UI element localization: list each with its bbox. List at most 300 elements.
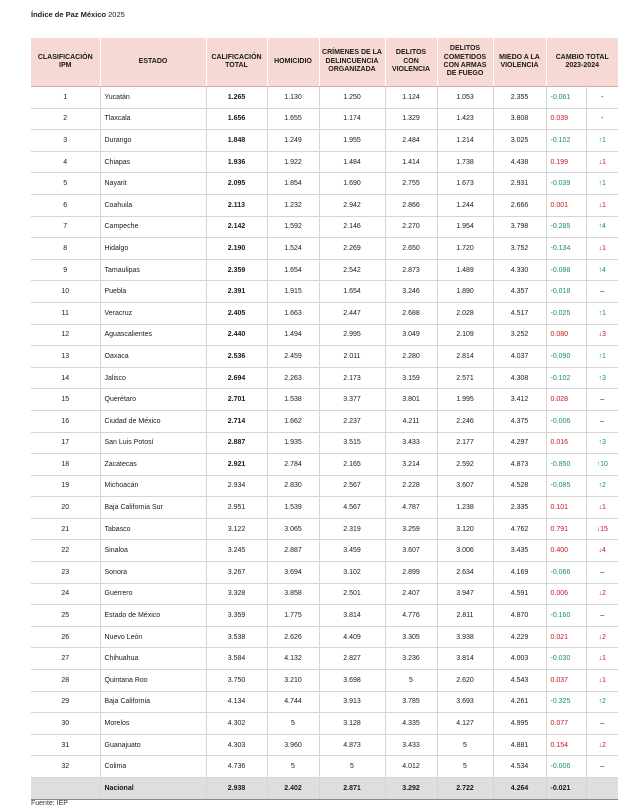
- homicide-cell: 1.249: [267, 130, 319, 152]
- firearms-crime-cell: 5: [437, 734, 493, 756]
- rank-change-indicator: ↓15: [586, 518, 618, 540]
- rank-cell: 27: [31, 648, 100, 670]
- table-row: [31, 605, 618, 627]
- change-cell: 0.006: [546, 583, 586, 605]
- table-header-row: [31, 38, 618, 87]
- organized-crime-cell: 4.409: [319, 626, 385, 648]
- table-row: [31, 432, 618, 454]
- table-row: [31, 367, 618, 389]
- national-row: [31, 778, 618, 800]
- violent-crime-cell: 2.866: [385, 194, 437, 216]
- homicide-cell: 1.663: [267, 302, 319, 324]
- table-row: [31, 324, 618, 346]
- national-change: -0.021: [546, 778, 586, 800]
- organized-crime-cell: 2.146: [319, 216, 385, 238]
- fear-cell: 4.762: [493, 518, 546, 540]
- state-cell: Querétaro: [100, 389, 206, 411]
- organized-crime-cell: 2.542: [319, 259, 385, 281]
- table-row: [31, 475, 618, 497]
- score-cell: 1.656: [206, 108, 267, 130]
- violent-crime-cell: 4.012: [385, 756, 437, 778]
- table-row: [31, 130, 618, 152]
- score-cell: 2.405: [206, 302, 267, 324]
- organized-crime-cell: 2.319: [319, 518, 385, 540]
- table-row: [31, 626, 618, 648]
- score-cell: 2.440: [206, 324, 267, 346]
- firearms-crime-cell: 1.720: [437, 238, 493, 260]
- score-cell: 2.701: [206, 389, 267, 411]
- rank-cell: 26: [31, 626, 100, 648]
- fear-cell: 4.870: [493, 605, 546, 627]
- rank-change-indicator: ↑1: [586, 346, 618, 368]
- fear-cell: 3.025: [493, 130, 546, 152]
- rank-change-indicator: ↓1: [586, 194, 618, 216]
- state-cell: Yucatán: [100, 87, 206, 109]
- firearms-crime-cell: 2.811: [437, 605, 493, 627]
- rank-change-indicator: -: [586, 108, 618, 130]
- organized-crime-cell: 2.237: [319, 410, 385, 432]
- rank-change-indicator: ↓1: [586, 670, 618, 692]
- fear-cell: 3.412: [493, 389, 546, 411]
- national-label: Nacional: [100, 778, 206, 800]
- table-row: [31, 454, 618, 476]
- fear-cell: 2.666: [493, 194, 546, 216]
- homicide-cell: 1.539: [267, 497, 319, 519]
- state-cell: Durango: [100, 130, 206, 152]
- rank-change-indicator: ↓1: [586, 648, 618, 670]
- change-cell: -0.088: [546, 259, 586, 281]
- national-firearms-crime: 2.722: [437, 778, 493, 800]
- fear-cell: 4.591: [493, 583, 546, 605]
- rank-change-indicator: ↑10: [586, 454, 618, 476]
- homicide-cell: 1.592: [267, 216, 319, 238]
- homicide-cell: 1.935: [267, 432, 319, 454]
- violent-crime-cell: 3.236: [385, 648, 437, 670]
- organized-crime-cell: 2.827: [319, 648, 385, 670]
- firearms-crime-cell: 3.006: [437, 540, 493, 562]
- fear-cell: 4.528: [493, 475, 546, 497]
- organized-crime-cell: 3.459: [319, 540, 385, 562]
- page-title: [31, 10, 125, 19]
- organized-crime-cell: 1.955: [319, 130, 385, 152]
- rank-cell: 18: [31, 454, 100, 476]
- rank-change-indicator: ↓3: [586, 324, 618, 346]
- fear-cell: 4.330: [493, 259, 546, 281]
- rank-cell: 30: [31, 713, 100, 735]
- rank-change-indicator: -: [586, 87, 618, 109]
- violent-crime-cell: 4.776: [385, 605, 437, 627]
- organized-crime-cell: 3.698: [319, 670, 385, 692]
- rank-change-indicator: ↑2: [586, 691, 618, 713]
- rank-change-indicator: –: [586, 713, 618, 735]
- change-cell: 0.016: [546, 432, 586, 454]
- change-cell: -0.006: [546, 756, 586, 778]
- table-row: [31, 151, 618, 173]
- rank-change-indicator: ↓4: [586, 540, 618, 562]
- violent-crime-cell: 3.214: [385, 454, 437, 476]
- rank-cell: 13: [31, 346, 100, 368]
- col-header-homicide: HOMICIDIO: [267, 38, 319, 87]
- state-cell: Campeche: [100, 216, 206, 238]
- violent-crime-cell: 3.785: [385, 691, 437, 713]
- state-cell: Coahuila: [100, 194, 206, 216]
- rank-cell: 23: [31, 562, 100, 584]
- state-cell: Aguascalientes: [100, 324, 206, 346]
- col-header-violent-crime: DELITOS CON VIOLENCIA: [385, 38, 437, 87]
- violent-crime-cell: 2.407: [385, 583, 437, 605]
- score-cell: 3.245: [206, 540, 267, 562]
- violent-crime-cell: 1.124: [385, 87, 437, 109]
- violent-crime-cell: 3.049: [385, 324, 437, 346]
- col-header-rank: CLASIFICACIÓN IPM: [31, 38, 100, 87]
- homicide-cell: 1.922: [267, 151, 319, 173]
- firearms-crime-cell: 3.120: [437, 518, 493, 540]
- rank-change-indicator: –: [586, 756, 618, 778]
- change-cell: 0.080: [546, 324, 586, 346]
- rank-cell: 6: [31, 194, 100, 216]
- violent-crime-cell: 4.787: [385, 497, 437, 519]
- fear-cell: 4.517: [493, 302, 546, 324]
- score-cell: 3.584: [206, 648, 267, 670]
- firearms-crime-cell: 2.620: [437, 670, 493, 692]
- homicide-cell: 1.775: [267, 605, 319, 627]
- change-cell: 0.037: [546, 670, 586, 692]
- homicide-cell: 1.662: [267, 410, 319, 432]
- table-row: [31, 756, 618, 778]
- rank-change-indicator: ↑1: [586, 302, 618, 324]
- change-cell: 0.400: [546, 540, 586, 562]
- rank-cell: 9: [31, 259, 100, 281]
- firearms-crime-cell: 2.109: [437, 324, 493, 346]
- organized-crime-cell: 3.377: [319, 389, 385, 411]
- violent-crime-cell: 2.484: [385, 130, 437, 152]
- rank-cell: 11: [31, 302, 100, 324]
- organized-crime-cell: 2.447: [319, 302, 385, 324]
- rank-change-indicator: ↑3: [586, 432, 618, 454]
- state-cell: Baja California Sur: [100, 497, 206, 519]
- organized-crime-cell: 3.102: [319, 562, 385, 584]
- fear-cell: 3.752: [493, 238, 546, 260]
- homicide-cell: 3.858: [267, 583, 319, 605]
- state-cell: Jalisco: [100, 367, 206, 389]
- violent-crime-cell: 3.801: [385, 389, 437, 411]
- fear-cell: 3.808: [493, 108, 546, 130]
- firearms-crime-cell: 1.244: [437, 194, 493, 216]
- change-cell: 0.101: [546, 497, 586, 519]
- change-cell: 0.039: [546, 108, 586, 130]
- fear-cell: 4.375: [493, 410, 546, 432]
- homicide-cell: 2.830: [267, 475, 319, 497]
- homicide-cell: 2.784: [267, 454, 319, 476]
- table-body: [31, 87, 618, 778]
- organized-crime-cell: 3.128: [319, 713, 385, 735]
- violent-crime-cell: 2.688: [385, 302, 437, 324]
- violent-crime-cell: 2.650: [385, 238, 437, 260]
- rank-change-indicator: ↓1: [586, 151, 618, 173]
- violent-crime-cell: 3.259: [385, 518, 437, 540]
- organized-crime-cell: 2.501: [319, 583, 385, 605]
- violent-crime-cell: 3.246: [385, 281, 437, 303]
- table-row: [31, 518, 618, 540]
- violent-crime-cell: 2.270: [385, 216, 437, 238]
- homicide-cell: 3.065: [267, 518, 319, 540]
- firearms-crime-cell: 1.890: [437, 281, 493, 303]
- national-homicide: 2.402: [267, 778, 319, 800]
- rank-cell: 29: [31, 691, 100, 713]
- table-row: [31, 194, 618, 216]
- organized-crime-cell: 3.913: [319, 691, 385, 713]
- fear-cell: 2.335: [493, 497, 546, 519]
- homicide-cell: 1.915: [267, 281, 319, 303]
- rank-cell: 5: [31, 173, 100, 195]
- firearms-crime-cell: 3.607: [437, 475, 493, 497]
- table-row: [31, 562, 618, 584]
- table-row: [31, 259, 618, 281]
- organized-crime-cell: 2.995: [319, 324, 385, 346]
- col-header-score: CALIFICACIÓN TOTAL: [206, 38, 267, 87]
- firearms-crime-cell: 5: [437, 756, 493, 778]
- state-cell: Puebla: [100, 281, 206, 303]
- score-cell: 1.265: [206, 87, 267, 109]
- organized-crime-cell: 2.567: [319, 475, 385, 497]
- score-cell: 3.122: [206, 518, 267, 540]
- violent-crime-cell: 5: [385, 670, 437, 692]
- homicide-cell: 1.524: [267, 238, 319, 260]
- firearms-crime-cell: 2.592: [437, 454, 493, 476]
- organized-crime-cell: 1.174: [319, 108, 385, 130]
- firearms-crime-cell: 1.053: [437, 87, 493, 109]
- col-header-fear: MIEDO A LA VIOLENCIA: [493, 38, 546, 87]
- firearms-crime-cell: 3.938: [437, 626, 493, 648]
- violent-crime-cell: 4.211: [385, 410, 437, 432]
- source-note: Fuente: IEP: [31, 800, 68, 807]
- homicide-cell: 1.655: [267, 108, 319, 130]
- rank-change-indicator: –: [586, 562, 618, 584]
- organized-crime-cell: 2.942: [319, 194, 385, 216]
- homicide-cell: 3.960: [267, 734, 319, 756]
- national-organized-crime: 2.871: [319, 778, 385, 800]
- title-text: Índice de Paz México: [31, 10, 107, 19]
- state-cell: Baja California: [100, 691, 206, 713]
- score-cell: 4.302: [206, 713, 267, 735]
- rank-cell: 20: [31, 497, 100, 519]
- rank-change-indicator: ↓2: [586, 734, 618, 756]
- state-cell: Oaxaca: [100, 346, 206, 368]
- violent-crime-cell: 2.873: [385, 259, 437, 281]
- score-cell: 3.538: [206, 626, 267, 648]
- table-row: [31, 216, 618, 238]
- fear-cell: 4.169: [493, 562, 546, 584]
- state-cell: Colima: [100, 756, 206, 778]
- score-cell: 2.536: [206, 346, 267, 368]
- firearms-crime-cell: 2.246: [437, 410, 493, 432]
- firearms-crime-cell: 3.947: [437, 583, 493, 605]
- firearms-crime-cell: 2.571: [437, 367, 493, 389]
- rank-cell: 8: [31, 238, 100, 260]
- fear-cell: 4.003: [493, 648, 546, 670]
- homicide-cell: 2.626: [267, 626, 319, 648]
- rank-cell: 15: [31, 389, 100, 411]
- firearms-crime-cell: 3.693: [437, 691, 493, 713]
- rank-change-indicator: ↑4: [586, 216, 618, 238]
- rank-cell: 7: [31, 216, 100, 238]
- score-cell: 4.303: [206, 734, 267, 756]
- firearms-crime-cell: 1.423: [437, 108, 493, 130]
- rank-change-indicator: ↓1: [586, 238, 618, 260]
- table-row: [31, 87, 618, 109]
- score-cell: 1.848: [206, 130, 267, 152]
- homicide-cell: 5: [267, 756, 319, 778]
- change-cell: 0.021: [546, 626, 586, 648]
- firearms-crime-cell: 3.814: [437, 648, 493, 670]
- rank-change-indicator: ↑1: [586, 173, 618, 195]
- homicide-cell: 4.744: [267, 691, 319, 713]
- rank-cell: 25: [31, 605, 100, 627]
- fear-cell: 4.534: [493, 756, 546, 778]
- table-row: [31, 648, 618, 670]
- rank-cell: 24: [31, 583, 100, 605]
- score-cell: 1.936: [206, 151, 267, 173]
- violent-crime-cell: 3.305: [385, 626, 437, 648]
- change-cell: -0.102: [546, 130, 586, 152]
- change-cell: -0.102: [546, 367, 586, 389]
- rank-cell: 16: [31, 410, 100, 432]
- homicide-cell: 1.854: [267, 173, 319, 195]
- state-cell: Tlaxcala: [100, 108, 206, 130]
- rank-change-indicator: ↑3: [586, 367, 618, 389]
- firearms-crime-cell: 1.489: [437, 259, 493, 281]
- fear-cell: 4.881: [493, 734, 546, 756]
- state-cell: Sonora: [100, 562, 206, 584]
- rank-cell: 4: [31, 151, 100, 173]
- score-cell: 3.359: [206, 605, 267, 627]
- national-violent-crime: 3.292: [385, 778, 437, 800]
- score-cell: 2.934: [206, 475, 267, 497]
- rank-change-indicator: ↓2: [586, 583, 618, 605]
- table-row: [31, 670, 618, 692]
- table-row: [31, 583, 618, 605]
- score-cell: 3.750: [206, 670, 267, 692]
- violent-crime-cell: 3.433: [385, 734, 437, 756]
- organized-crime-cell: 2.165: [319, 454, 385, 476]
- homicide-cell: 1.130: [267, 87, 319, 109]
- rank-change-indicator: ↑1: [586, 130, 618, 152]
- state-cell: Zacatecas: [100, 454, 206, 476]
- score-cell: 2.391: [206, 281, 267, 303]
- state-cell: San Luis Potosí: [100, 432, 206, 454]
- violent-crime-cell: 4.335: [385, 713, 437, 735]
- organized-crime-cell: 2.011: [319, 346, 385, 368]
- score-cell: 2.694: [206, 367, 267, 389]
- fear-cell: 2.355: [493, 87, 546, 109]
- homicide-cell: 2.459: [267, 346, 319, 368]
- homicide-cell: 3.210: [267, 670, 319, 692]
- state-cell: Veracruz: [100, 302, 206, 324]
- score-cell: 2.113: [206, 194, 267, 216]
- violent-crime-cell: 3.607: [385, 540, 437, 562]
- change-cell: -0.061: [546, 87, 586, 109]
- organized-crime-cell: 2.173: [319, 367, 385, 389]
- national-score: 2.938: [206, 778, 267, 800]
- state-cell: Tamaulipas: [100, 259, 206, 281]
- rank-change-indicator: ↑4: [586, 259, 618, 281]
- rank-cell: 2: [31, 108, 100, 130]
- organized-crime-cell: 4.873: [319, 734, 385, 756]
- rank-cell: 32: [31, 756, 100, 778]
- firearms-crime-cell: 1.214: [437, 130, 493, 152]
- organized-crime-cell: 1.654: [319, 281, 385, 303]
- fear-cell: 4.357: [493, 281, 546, 303]
- organized-crime-cell: 3.814: [319, 605, 385, 627]
- organized-crime-cell: 1.250: [319, 87, 385, 109]
- organized-crime-cell: 1.690: [319, 173, 385, 195]
- state-cell: Chiapas: [100, 151, 206, 173]
- change-cell: -0.030: [546, 648, 586, 670]
- table-row: [31, 346, 618, 368]
- table-row: [31, 497, 618, 519]
- change-cell: -0.160: [546, 605, 586, 627]
- violent-crime-cell: 1.414: [385, 151, 437, 173]
- table-row: [31, 302, 618, 324]
- fear-cell: 4.261: [493, 691, 546, 713]
- table-row: [31, 734, 618, 756]
- organized-crime-cell: 4.567: [319, 497, 385, 519]
- state-cell: Sinaloa: [100, 540, 206, 562]
- state-cell: Michoacán: [100, 475, 206, 497]
- change-cell: 0.154: [546, 734, 586, 756]
- rank-cell: 12: [31, 324, 100, 346]
- firearms-crime-cell: 1.995: [437, 389, 493, 411]
- table-row: [31, 410, 618, 432]
- rank-change-indicator: ↓1: [586, 497, 618, 519]
- organized-crime-cell: 2.269: [319, 238, 385, 260]
- firearms-crime-cell: 4.127: [437, 713, 493, 735]
- change-cell: 0.001: [546, 194, 586, 216]
- state-cell: Guanajuato: [100, 734, 206, 756]
- homicide-cell: 5: [267, 713, 319, 735]
- change-cell: -0.018: [546, 281, 586, 303]
- change-cell: -0.006: [546, 410, 586, 432]
- rank-cell: 10: [31, 281, 100, 303]
- rank-cell: 17: [31, 432, 100, 454]
- rank-cell: 14: [31, 367, 100, 389]
- firearms-crime-cell: 2.028: [437, 302, 493, 324]
- rank-change-indicator: –: [586, 410, 618, 432]
- table-row: [31, 173, 618, 195]
- state-cell: Estado de México: [100, 605, 206, 627]
- change-cell: 0.199: [546, 151, 586, 173]
- score-cell: 3.328: [206, 583, 267, 605]
- violent-crime-cell: 1.329: [385, 108, 437, 130]
- firearms-crime-cell: 1.673: [437, 173, 493, 195]
- firearms-crime-cell: 2.634: [437, 562, 493, 584]
- homicide-cell: 1.538: [267, 389, 319, 411]
- score-cell: 2.359: [206, 259, 267, 281]
- state-cell: Chihuahua: [100, 648, 206, 670]
- firearms-crime-cell: 1.738: [437, 151, 493, 173]
- score-cell: 2.887: [206, 432, 267, 454]
- rank-cell: 22: [31, 540, 100, 562]
- state-cell: Morelos: [100, 713, 206, 735]
- fear-cell: 3.252: [493, 324, 546, 346]
- change-cell: -0.285: [546, 216, 586, 238]
- state-cell: Quintana Roo: [100, 670, 206, 692]
- rank-change-indicator: –: [586, 281, 618, 303]
- rank-change-indicator: ↓2: [586, 626, 618, 648]
- change-cell: -0.325: [546, 691, 586, 713]
- change-cell: -0.090: [546, 346, 586, 368]
- violent-crime-cell: 2.280: [385, 346, 437, 368]
